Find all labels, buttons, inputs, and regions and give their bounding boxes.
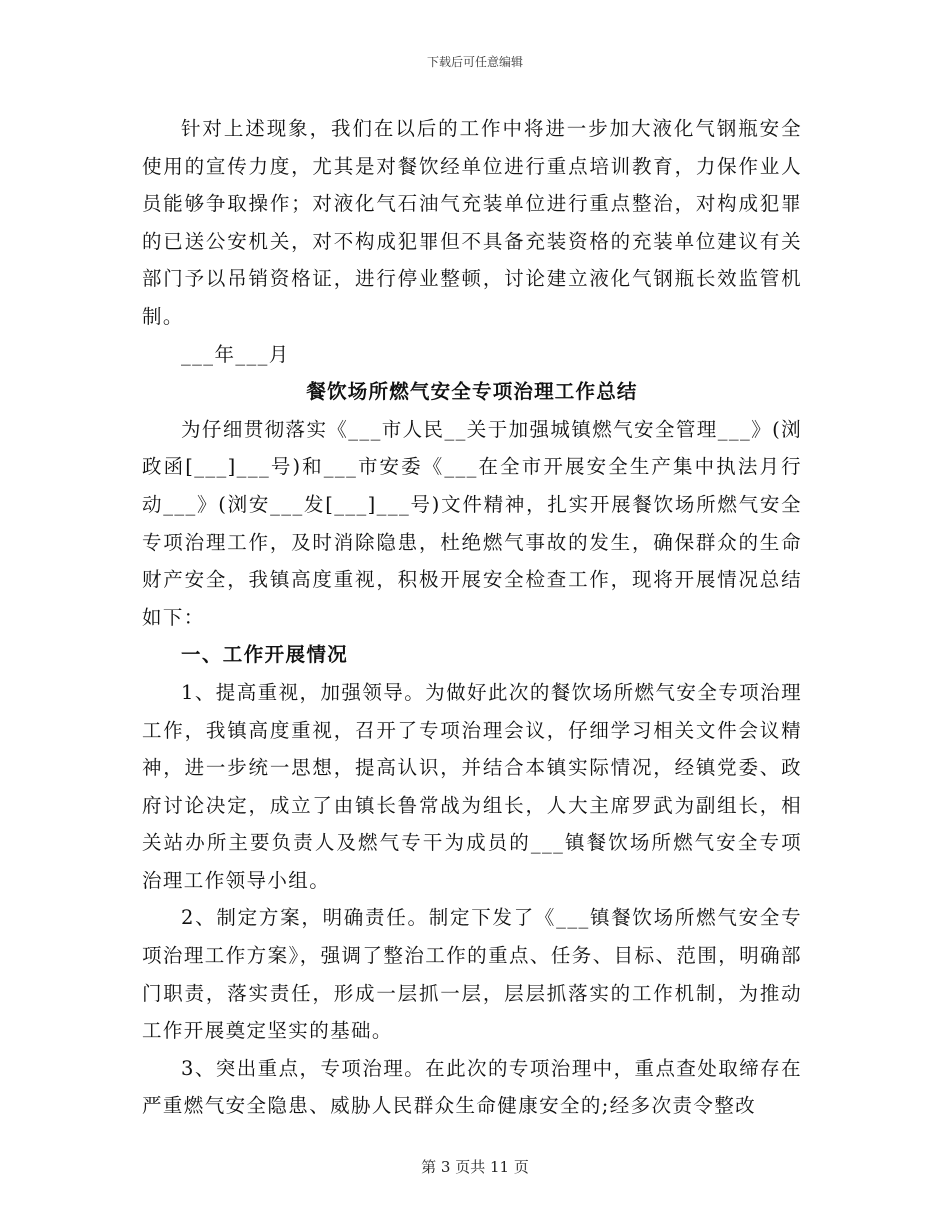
date-line: ___年___月: [181, 342, 290, 366]
document-body: [142, 110, 802, 1125]
header-note: 下载后可任意编辑: [426, 55, 523, 69]
list-item: 3、突出重点，专项治理。在此次的专项治理中，重点查处取缔存在严重燃气安全隐患、威胁人民群众生命健康安全的;经多次责令整改: [142, 1056, 802, 1118]
list-item: 2、制定方案，明确责任。制定下发了《___镇餐饮场所燃气安全专项治理工作方案》，强调了整治工作的重点、任务、目标、范围，明确部门职责，落实责任，形成一层抓一层，层层抓落实的工作机制，为推动工作开展奠定坚实的基础。: [142, 906, 802, 1043]
document-title: 餐饮场所燃气安全专项治理工作总结: [306, 380, 638, 404]
paragraph-intro: 为仔细贯彻落实《___市人民__关于加强城镇燃气安全管理___》(浏政函[___]___号)和___市安委《___在全市开展安全生产集中执法月行动___》(浏安___发[___]___号)文件精神，扎实开展餐饮场所燃气安全专项治理工作，及时消除隐患，杜绝燃气事故的发生，确保群众的生命财产安全，我镇高度重视，积极开展安全检查工作，现将开展情况总结如下：: [142, 417, 802, 629]
paragraph-measures: 针对上述现象，我们在以后的工作中将进一步加大液化气钢瓶安全使用的宣传力度，尤其是对餐饮经单位进行重点培训教育，力保作业人员能够争取操作；对液化气石油气充装单位进行重点整治，对构成犯罪的已送公安机关，对不构成犯罪但不具备充装资格的充装单位建议有关部门予以吊销资格证，进行停业整顿，讨论建立液化气钢瓶长效监管机制。: [142, 117, 802, 328]
page-number-footer: 第 3 页共 11 页: [421, 1158, 529, 1176]
section-heading: 一、工作开展情况: [181, 643, 349, 667]
list-item: 1、提高重视，加强领导。为做好此次的餐饮场所燃气安全专项治理工作，我镇高度重视，召开了专项治理会议，仔细学习相关文件会议精神，进一步统一思想，提高认识，并结合本镇实际情况，经镇党委、政府讨论决定，成立了由镇长鲁常战为组长，人大主席罗武为副组长，相关站办所主要负责人及燃气专干为成员的___镇餐饮场所燃气安全专项治理工作领导小组。: [142, 680, 802, 892]
